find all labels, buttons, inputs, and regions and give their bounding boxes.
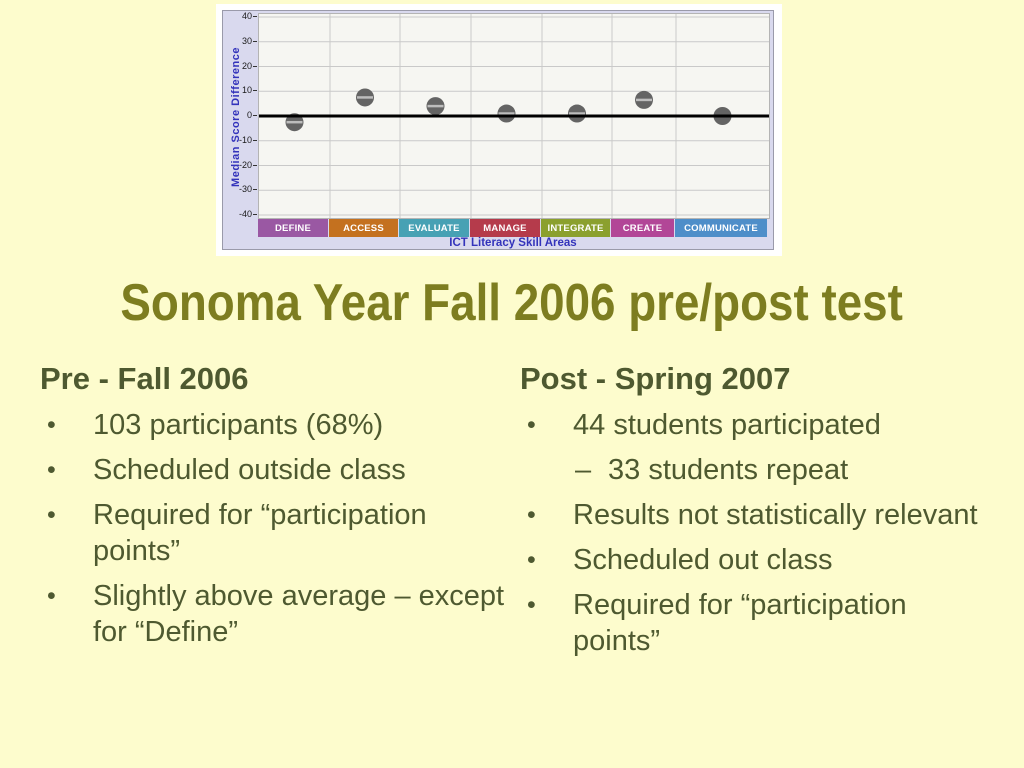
category-label-create: CREATE [611, 219, 674, 237]
y-axis-title: Median Score Difference [230, 47, 242, 187]
bullet-icon: • [527, 591, 536, 619]
list-item-text: Required for “participation points” [573, 589, 907, 657]
chart-panel [222, 10, 774, 250]
list-item-text: 103 participants (68%) [93, 409, 384, 441]
list-item [40, 407, 520, 443]
y-tick-label: -40 [223, 208, 257, 220]
list-item-text: Slightly above average – except for “Define” [93, 580, 505, 648]
list-subitem [520, 452, 990, 488]
y-tick-label: 10 [223, 84, 257, 96]
list-item-text: Scheduled out class [573, 544, 833, 576]
left-column-heading: Pre - Fall 2006 [40, 361, 249, 396]
list-item [520, 542, 990, 578]
bullet-icon: • [527, 411, 536, 439]
category-label-communicate: COMMUNICATE [675, 219, 767, 237]
left-column [40, 360, 520, 659]
slide-title-text: Sonoma Year Fall 2006 pre/post test [120, 274, 904, 332]
slide-title [0, 272, 1024, 334]
y-tick-label: -20 [223, 159, 257, 171]
bullet-icon: • [47, 501, 56, 529]
plot-canvas [259, 14, 769, 218]
list-item [40, 497, 520, 569]
bullet-icon: • [47, 582, 56, 610]
y-tick-label: 40 [223, 10, 257, 22]
y-tick-label: 20 [223, 60, 257, 72]
y-tick-label: -10 [223, 134, 257, 146]
right-column-heading: Post - Spring 2007 [520, 361, 791, 396]
bullet-columns [40, 360, 990, 659]
category-label-access: ACCESS [329, 219, 398, 237]
category-label-define: DEFINE [258, 219, 328, 237]
category-label-evaluate: EVALUATE [399, 219, 469, 237]
bullet-icon: • [47, 456, 56, 484]
list-item-text: 33 students repeat [608, 454, 849, 486]
category-label-manage: MANAGE [470, 219, 540, 237]
list-item-text: 44 students participated [573, 409, 881, 441]
list-item-text: Results not statistically relevant [573, 499, 978, 531]
category-axis [258, 219, 770, 237]
y-tick-label: 30 [223, 35, 257, 47]
bullet-icon: • [527, 501, 536, 529]
chart [216, 4, 782, 256]
list-item [520, 407, 990, 443]
list-item-text: Scheduled outside class [93, 454, 406, 486]
list-item [40, 578, 520, 650]
list-item [520, 587, 990, 659]
plot-area [258, 13, 770, 219]
bullet-icon: • [47, 411, 56, 439]
right-column [520, 360, 990, 659]
category-label-integrate: INTEGRATE [541, 219, 610, 237]
list-item [520, 497, 990, 533]
dash-icon: – [575, 454, 592, 486]
list-item [40, 452, 520, 488]
x-axis-title: ICT Literacy Skill Areas [449, 237, 577, 249]
bullet-icon: • [527, 546, 536, 574]
list-item-text: Required for “participation points” [93, 499, 427, 567]
y-tick-label: 0 [223, 109, 257, 121]
y-tick-label: -30 [223, 183, 257, 195]
